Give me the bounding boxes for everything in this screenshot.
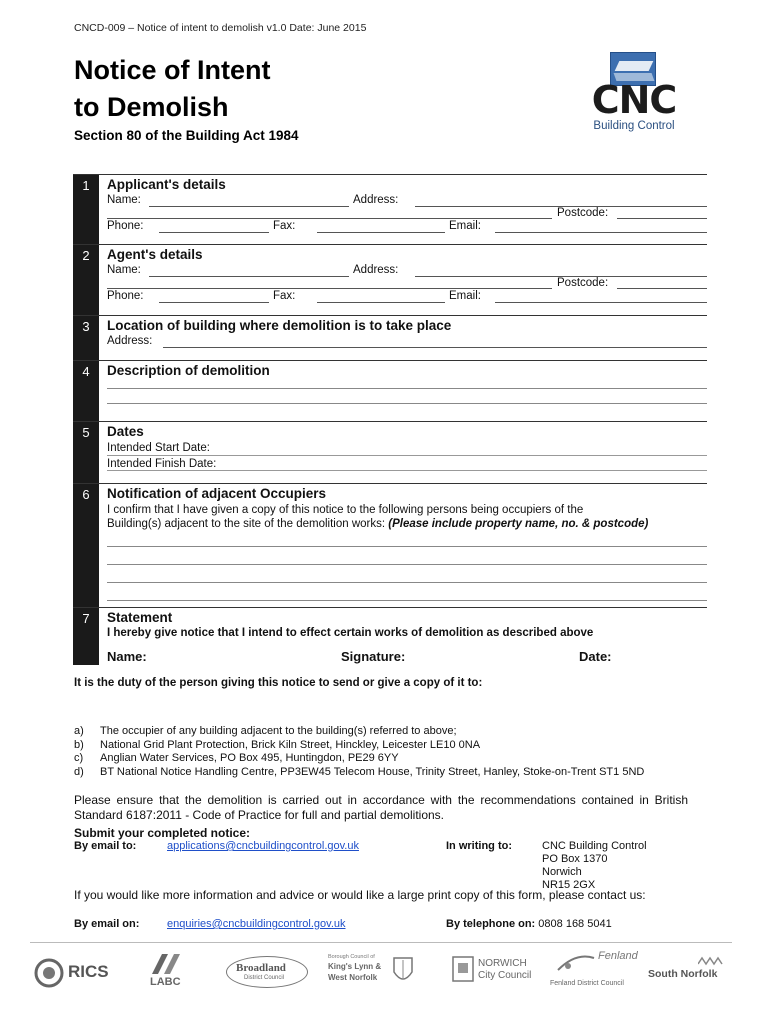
statement-signature-label: Signature: [341,649,406,664]
south-norfolk-logo: South Norfolk [648,950,738,995]
fenland-logo: Fenland Fenland District Council [550,950,638,987]
page-title [74,52,271,126]
contact-phone-number: 0808 168 5041 [538,918,612,930]
kings-lynn-logo: Borough Council of King's Lynn & West Norfolk [328,950,420,995]
submit-writing-label: In writing to: [446,840,512,852]
footer-divider [30,942,732,943]
british-standard-note: Please ensure that the demolition is carried out in accordance with the recommendations contained in British Standard 6187:2011 - Code of Practice for full and partial demolitions. [74,793,688,822]
section-title: Applicant's details [107,177,226,192]
finish-date-label: Intended Finish Date: [107,458,217,470]
adjacent-text-line-1: I confirm that I have given a copy of this notice to the following persons being occupiers of the [107,504,584,516]
description-line-2[interactable] [107,403,707,404]
norwich-city-council-logo: NORWICH City Council [450,950,560,995]
adjacent-occupiers-text [107,503,707,531]
page-subtitle: Section 80 of the Building Act 1984 [74,128,299,143]
recipient-list [74,725,644,779]
applicant-phone-label: Phone: [107,220,144,232]
agent-fax-field[interactable] [317,302,445,303]
applicant-phone-field[interactable] [159,232,269,233]
list-item: d) BT National Notice Handling Centre, PP3EW45 Telecom House, Trinity Street, Hanley, Stoke-on-Trent ST1 5ND [74,765,645,778]
agent-email-label: Email: [449,290,481,302]
list-item: a) The occupier of any building adjacent to the building(s) referred to above; [74,725,457,737]
adjacent-text-line-2: Building(s) adjacent to the site of the demolition works: [107,518,386,530]
applicant-address-label: Address: [353,194,399,206]
section-agent [73,244,707,315]
applicant-postcode-label: Postcode: [557,207,609,219]
section-title: Location of building where demolition is to take place [107,318,452,333]
duty-notice: It is the duty of the person giving this notice to send or give a copy of it to: [74,677,483,689]
section-title: Dates [107,424,144,439]
applicant-postcode-field[interactable] [617,218,707,219]
adjacent-text-emphasis: (Please include property name, no. & postcode) [388,518,649,530]
section-title: Description of demolition [107,363,270,378]
agent-address-label: Address: [353,264,399,276]
section-dates [73,421,707,483]
occupiers-line-2[interactable] [107,564,707,565]
agent-fax-label: Fax: [273,290,296,302]
section-number: 1 [73,175,99,244]
applicant-email-label: Email: [449,220,481,232]
title-line-2: to Demolish [74,92,229,122]
start-date-label: Intended Start Date: [107,442,210,454]
statement-name-label: Name: [107,649,147,664]
document-reference: CNCD-009 – Notice of intent to demolish v1.0 Date: June 2015 [74,22,367,34]
agent-name-field[interactable] [149,276,349,277]
contact-phone [446,918,612,930]
applicant-fax-field[interactable] [317,232,445,233]
agent-postcode-field[interactable] [617,288,707,289]
section-applicant [73,174,707,244]
agent-phone-field[interactable] [159,302,269,303]
section-statement [73,607,707,665]
agent-postcode-label: Postcode: [557,277,609,289]
labc-logo: LABC [150,950,210,995]
location-address-field[interactable] [163,347,707,348]
agent-email-field[interactable] [495,302,707,303]
section-number: 6 [73,484,99,607]
list-item: c) Anglian Water Services, PO Box 495, Huntingdon, PE29 6YY [74,752,399,764]
section-title: Statement [107,610,173,625]
finish-date-field[interactable] [107,470,707,471]
list-item: b) National Grid Plant Protection, Brick Kiln Street, Hinckley, Leicester LE10 0NA [74,738,481,751]
rics-logo: RICS [34,950,124,995]
section-number: 7 [73,608,99,665]
section-location [73,315,707,360]
postal-address: CNC Building Control PO Box 1370 Norwich NR15 2GX [542,840,647,891]
submit-email-link[interactable]: applications@cncbuildingcontrol.gov.uk [167,840,359,852]
section-adjacent-occupiers [73,483,707,607]
norwich-crest-icon [452,956,474,984]
applicant-name-label: Name: [107,194,141,206]
section-title: Agent's details [107,247,203,262]
more-info-text: If you would like more information and advice or would like a large print copy of this form, please contact us: [74,888,646,902]
form-sections [73,174,707,665]
applicant-address-field-2[interactable] [107,218,552,219]
applicant-name-field[interactable] [149,206,349,207]
section-description [73,360,707,421]
section-title: Notification of adjacent Occupiers [107,486,327,501]
occupiers-line-3[interactable] [107,582,707,583]
contact-email-link[interactable]: enquiries@cncbuildingcontrol.gov.uk [167,918,346,930]
kings-lynn-crest-icon [392,956,414,986]
description-line-1[interactable] [107,388,707,389]
applicant-fax-label: Fax: [273,220,296,232]
cnc-logo-letters: CNC [591,78,677,122]
fenland-swoosh-icon [556,952,596,974]
contact-phone-label: By telephone on: [446,918,536,930]
statement-date-label: Date: [579,649,612,664]
applicant-email-field[interactable] [495,232,707,233]
section-number: 3 [73,316,99,360]
partner-logos [30,950,740,995]
rics-emblem-icon [34,958,64,988]
section-number: 5 [73,422,99,483]
start-date-field[interactable] [107,455,707,456]
broadland-logo: Broadland District Council [226,950,310,995]
title-line-1: Notice of Intent [74,55,271,85]
submit-heading: Submit your completed notice: [74,826,251,840]
agent-name-label: Name: [107,264,141,276]
location-address-label: Address: [107,335,153,347]
section-number: 4 [73,361,99,421]
occupiers-line-4[interactable] [107,600,707,601]
agent-phone-label: Phone: [107,290,144,302]
occupiers-line-1[interactable] [107,546,707,547]
section-number: 2 [73,245,99,315]
labc-emblem-icon [152,954,186,974]
submit-email-label: By email to: [74,840,137,852]
cnc-logo [572,52,696,136]
cnc-logo-tagline: Building Control [593,120,675,132]
statement-text: I hereby give notice that I intend to effect certain works of demolition as described above [107,627,594,639]
contact-email-label: By email on: [74,918,140,930]
agent-address-field-2[interactable] [107,288,552,289]
